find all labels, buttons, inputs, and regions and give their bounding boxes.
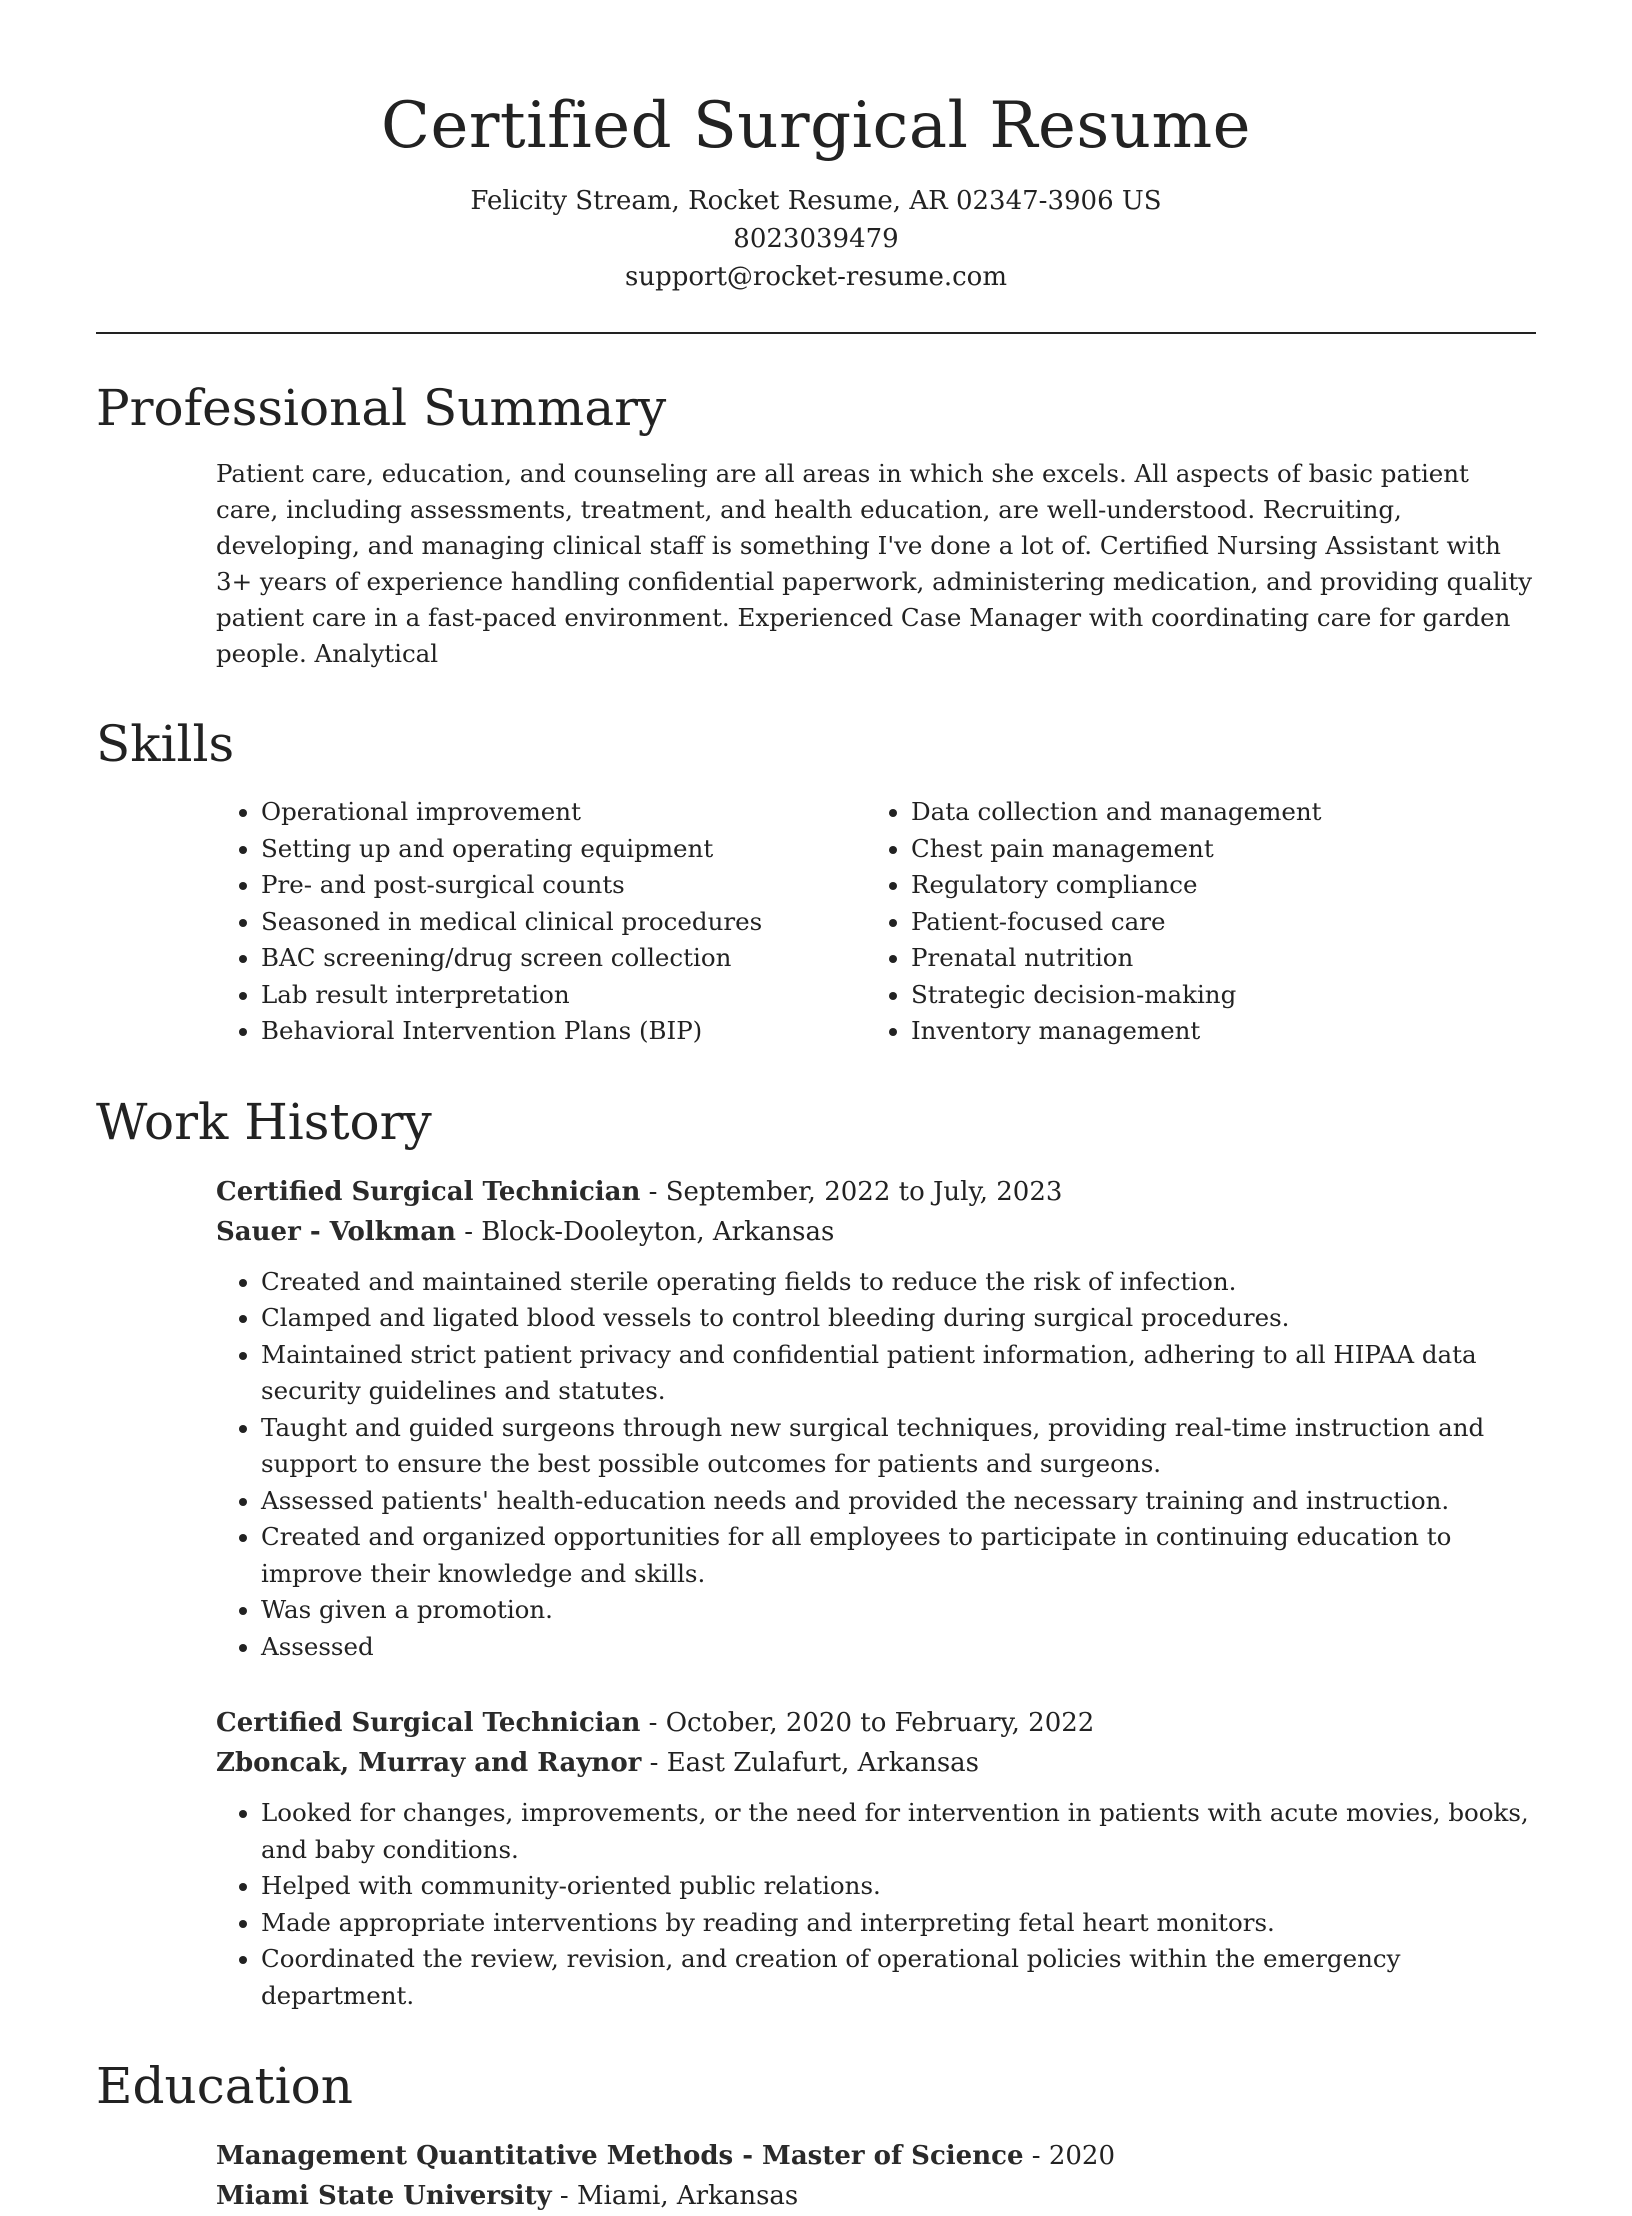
job-bullet: • Taught and guided surgeons through new surgical techniques, providing real-time instruction and support to ensure the best possible outcomes for patients and surgeons. bbox=[261, 1410, 1536, 1483]
job-bullet: • Created and organized opportunities for all employees to participate in continuing education to improve their knowledge and skills. bbox=[261, 1519, 1536, 1592]
skill-item: • Setting up and operating equipment bbox=[261, 831, 911, 868]
job-bullet: • Made appropriate interventions by reading and interpreting fetal heart monitors. bbox=[261, 1905, 1536, 1942]
education-location: - Miami, Arkansas bbox=[551, 2181, 799, 2211]
summary-text: Patient care, education, and counseling are all areas in which she excels. All aspects of basic patient care, including assessments, treatment, and health education, are well-understood. Recruiting, developing, and managing clinical staff is something I've done a lot of. Certified Nursing Assistant with 3+ years of experience handling confidential paperwork, administering medication, and providing quality patient care in a fast-paced environment. Experienced Case Manager with coordinating care for garden people. Analytical bbox=[216, 459, 1533, 668]
skills-list-left bbox=[216, 794, 911, 1050]
education-year: - 2020 bbox=[1023, 2141, 1115, 2171]
skill-item: • Pre- and post-surgical counts bbox=[261, 867, 911, 904]
education-heading: Education bbox=[96, 2057, 353, 2115]
work-history-section bbox=[96, 1090, 1536, 2015]
job-title: Certified Surgical Technician bbox=[216, 1708, 641, 1738]
education-degree: Management Quantitative Methods - Master of Science bbox=[216, 2141, 1024, 2171]
job-location: - Block-Dooleyton, Arkansas bbox=[455, 1216, 835, 1247]
job-entry bbox=[216, 1172, 1536, 1666]
skill-item: • Lab result interpretation bbox=[261, 977, 911, 1014]
education-school: Miami State University bbox=[216, 2181, 552, 2211]
skill-item: • Operational improvement bbox=[261, 794, 911, 831]
skill-item: • Regulatory compliance bbox=[911, 867, 1511, 904]
job-bullet: • Assessed bbox=[261, 1629, 1536, 1666]
job-entry bbox=[216, 1703, 1536, 2014]
contact-email: support@rocket-resume.com bbox=[624, 262, 1007, 292]
contact-phone: 8023039479 bbox=[733, 224, 899, 254]
work-history-heading: Work History bbox=[96, 1092, 432, 1151]
job-bullet: • Maintained strict patient privacy and confidential patient information, adhering to all HIPAA data security guidelines and statutes. bbox=[261, 1337, 1536, 1410]
contact-block bbox=[96, 182, 1536, 296]
skill-item: • Chest pain management bbox=[911, 831, 1511, 868]
job-title-line bbox=[216, 1703, 1536, 1743]
education-degree-line bbox=[216, 2136, 1536, 2176]
job-title: Certified Surgical Technician bbox=[216, 1176, 641, 1207]
job-bullet: • Looked for changes, improvements, or the need for intervention in patients with acute movies, books, and baby conditions. bbox=[261, 1795, 1536, 1868]
skill-item: • Behavioral Intervention Plans (BIP) bbox=[261, 1013, 911, 1050]
job-bullet: • Clamped and ligated blood vessels to control bleeding during surgical procedures. bbox=[261, 1300, 1536, 1337]
job-bullet-list bbox=[216, 1264, 1536, 1666]
skills-heading: Skills bbox=[96, 715, 235, 773]
job-bullet-list bbox=[216, 1795, 1536, 2014]
skill-item: • Strategic decision-making bbox=[911, 977, 1511, 1014]
resume-title: Certified Surgical Resume bbox=[380, 89, 1252, 163]
header-divider bbox=[96, 332, 1536, 334]
education-section bbox=[96, 2054, 1536, 2216]
job-company-line bbox=[216, 1212, 1536, 1252]
job-location: - East Zulafurt, Arkansas bbox=[641, 1748, 980, 1778]
job-dates: - October, 2020 to February, 2022 bbox=[640, 1708, 1095, 1738]
skills-list-right bbox=[866, 794, 1511, 1050]
education-entry bbox=[216, 2136, 1536, 2216]
job-bullet: • Coordinated the review, revision, and creation of operational policies within the emergency department. bbox=[261, 1941, 1536, 2014]
skills-grid bbox=[216, 794, 1536, 1050]
job-bullet: • Assessed patients' health-education needs and provided the necessary training and instruction. bbox=[261, 1483, 1536, 1520]
job-bullet: • Helped with community-oriented public relations. bbox=[261, 1868, 1536, 1905]
job-bullet: • Was given a promotion. bbox=[261, 1592, 1536, 1629]
skill-item: • Data collection and management bbox=[911, 794, 1511, 831]
summary-section bbox=[96, 376, 1536, 672]
job-company: Sauer - Volkman bbox=[216, 1216, 456, 1247]
resume-header bbox=[96, 0, 1536, 296]
skill-item: • Inventory management bbox=[911, 1013, 1511, 1050]
skill-item: • Seasoned in medical clinical procedures bbox=[261, 904, 911, 941]
job-company-line bbox=[216, 1743, 1536, 1783]
job-title-line bbox=[216, 1172, 1536, 1212]
skill-item: • Prenatal nutrition bbox=[911, 940, 1511, 977]
job-company: Zboncak, Murray and Raynor bbox=[216, 1748, 642, 1778]
skill-item: • Patient-focused care bbox=[911, 904, 1511, 941]
summary-heading: Professional Summary bbox=[96, 379, 667, 437]
skills-section bbox=[96, 712, 1536, 1050]
job-bullet: • Created and maintained sterile operating fields to reduce the risk of infection. bbox=[261, 1264, 1536, 1301]
contact-address: Felicity Stream, Rocket Resume, AR 02347-3906 US bbox=[470, 186, 1162, 216]
education-school-line bbox=[216, 2176, 1536, 2216]
job-dates: - September, 2022 to July, 2023 bbox=[640, 1176, 1063, 1207]
skill-item: • BAC screening/drug screen collection bbox=[261, 940, 911, 977]
